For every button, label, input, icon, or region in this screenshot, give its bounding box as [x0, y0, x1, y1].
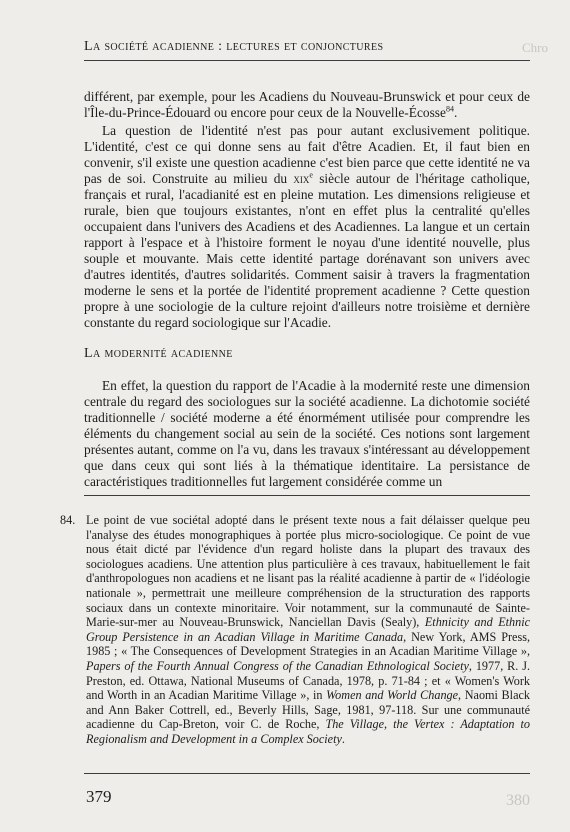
footnote-text-3: , 1977, R. J. Preston, ed. Ottawa, National Museums of Canada, 1978, p. 71-84 ; et « Women's Work and Worth in an Acadian Maritime Village », in: [86, 658, 530, 703]
bleed-through-page-number: 380: [506, 792, 530, 809]
bleed-through-header: Chro: [522, 40, 548, 55]
body-text: [84, 89, 530, 331]
century-numeral: xix: [293, 171, 310, 186]
page-number: 379: [86, 787, 112, 806]
footnote-title-1: Ethnicity and Ethnic Group Persistence in an Acadian Village in Maritime Canada: [86, 615, 531, 644]
footnote-title-2: Papers of the Fourth Annual Congress of the Canadian Ethnological Society: [86, 658, 469, 673]
footnote-text-1: Le point de vue sociétal adopté dans le présent texte nous a fait délaisser quelque peu l'analyse des études monographiques à portée plus micro-sociologique. Ce point de vue nous était dicté par l'évidence d'un regard holiste dans la plupart des travaux des sociologues acadiens. Une attention plus particulière à ces travaux, habituellement le fait d'anthropologues non acadiens et ne lisant pas la réalité acadienne à partir de « l'idéologie nationale », permettrait une meilleure compréhension de la structuration des rapports sociaux dans un contexte minoritaire. Voir notamment, sur la communauté de Sainte-Marie-sur-mer au Nouveau-Brunswick, Nanciellan Davis (Sealy),: [86, 513, 530, 630]
footnote-rule: [84, 495, 530, 496]
paragraph-2-text-a: La question de l'identité n'est pas pour autant exclusivement politique. L'identité, c'est ce qui donne sens au fait d'être Acadien. Et, il faut bien en convenir, s'il existe une question acadienne c'est bien parce que cette identité ne va pas de soi. Construite au milieu du: [84, 123, 530, 186]
paragraph-1: [84, 89, 530, 121]
running-header: La société acadienne : lectures et conjonctures: [84, 39, 384, 54]
footnote-text-4: , Naomi Black and Ann Baker Cottrell, ed., Beverly Hills, Sage, 1981, 97-118. Sur une communauté acadienne du Cap-Breton, voir C. de Roche,: [86, 688, 530, 732]
century-superscript: e: [309, 170, 313, 180]
footnote-text-5: .: [341, 731, 345, 746]
footnote-body: [86, 513, 530, 747]
footnote-reference[interactable]: 84: [445, 104, 454, 114]
header-rule: [84, 60, 530, 61]
section-text: [84, 378, 530, 490]
paragraph-2: [84, 123, 530, 331]
bottom-rule: [84, 773, 530, 774]
section-paragraph: En effet, la question du rapport de l'Acadie à la modernité reste une dimension centrale du regard des sociologues sur la société acadienne. La dichotomie société traditionnelle / société moderne a été énormément utilisée pour comprendre les éléments du changement social au sein de la société. Ces notions sont largement présentes autant, comme on l'a vu, dans les travaux s'intéressant au développement que dans ceux qui sont liés à la thématique identitaire. La persistance de caractéristiques traditionnelles fut largement considérée comme un: [84, 378, 530, 489]
footnote-number: 84.: [60, 513, 76, 527]
paragraph-1-end: .: [453, 105, 458, 120]
footnote-text-2: , New York, AMS Press, 1985 ; « The Consequences of Development Strategies in an Acadian Maritime Village »,: [86, 629, 530, 659]
footnote-title-4: The Village, the Vertex : Adaptation to Regionalism and Development in a Complex Society: [86, 717, 530, 746]
footnote-title-3: Women and World Change: [326, 688, 459, 703]
paragraph-2-text-b: siècle autour de l'héritage catholique, français et rural, l'acadianité est en pleine mutation. Les dimensions religieuse et rurale, bien que toujours existantes, n'ont en effet plus la centralité qu'elles occupaient dans l'univers des Acadiens et des Acadiennes. La langue et un certain rapport à l'espace et à l'histoire forment le noyau d'une identité nouvelle, plus souple et mouvante. Mais cette identité partage dorénavant son univers avec d'autres identités, d'autres solidarités. Comment saisir à travers la fragmentation moderne le sens et la portée de l'identité proprement acadienne ? Cette question propre à une sociologie de la culture rejoint d'ailleurs notre troisième et dernière constante du regard sociologique sur l'Acadie.: [84, 171, 530, 330]
paragraph-1-text: différent, par exemple, pour les Acadiens du Nouveau-Brunswick et pour ceux de l'Île-du-Prince-Édouard ou encore pour ceux de la Nouvelle-Écosse: [84, 89, 530, 120]
section-heading: La modernité acadienne: [84, 346, 233, 361]
footnote: [60, 513, 530, 747]
